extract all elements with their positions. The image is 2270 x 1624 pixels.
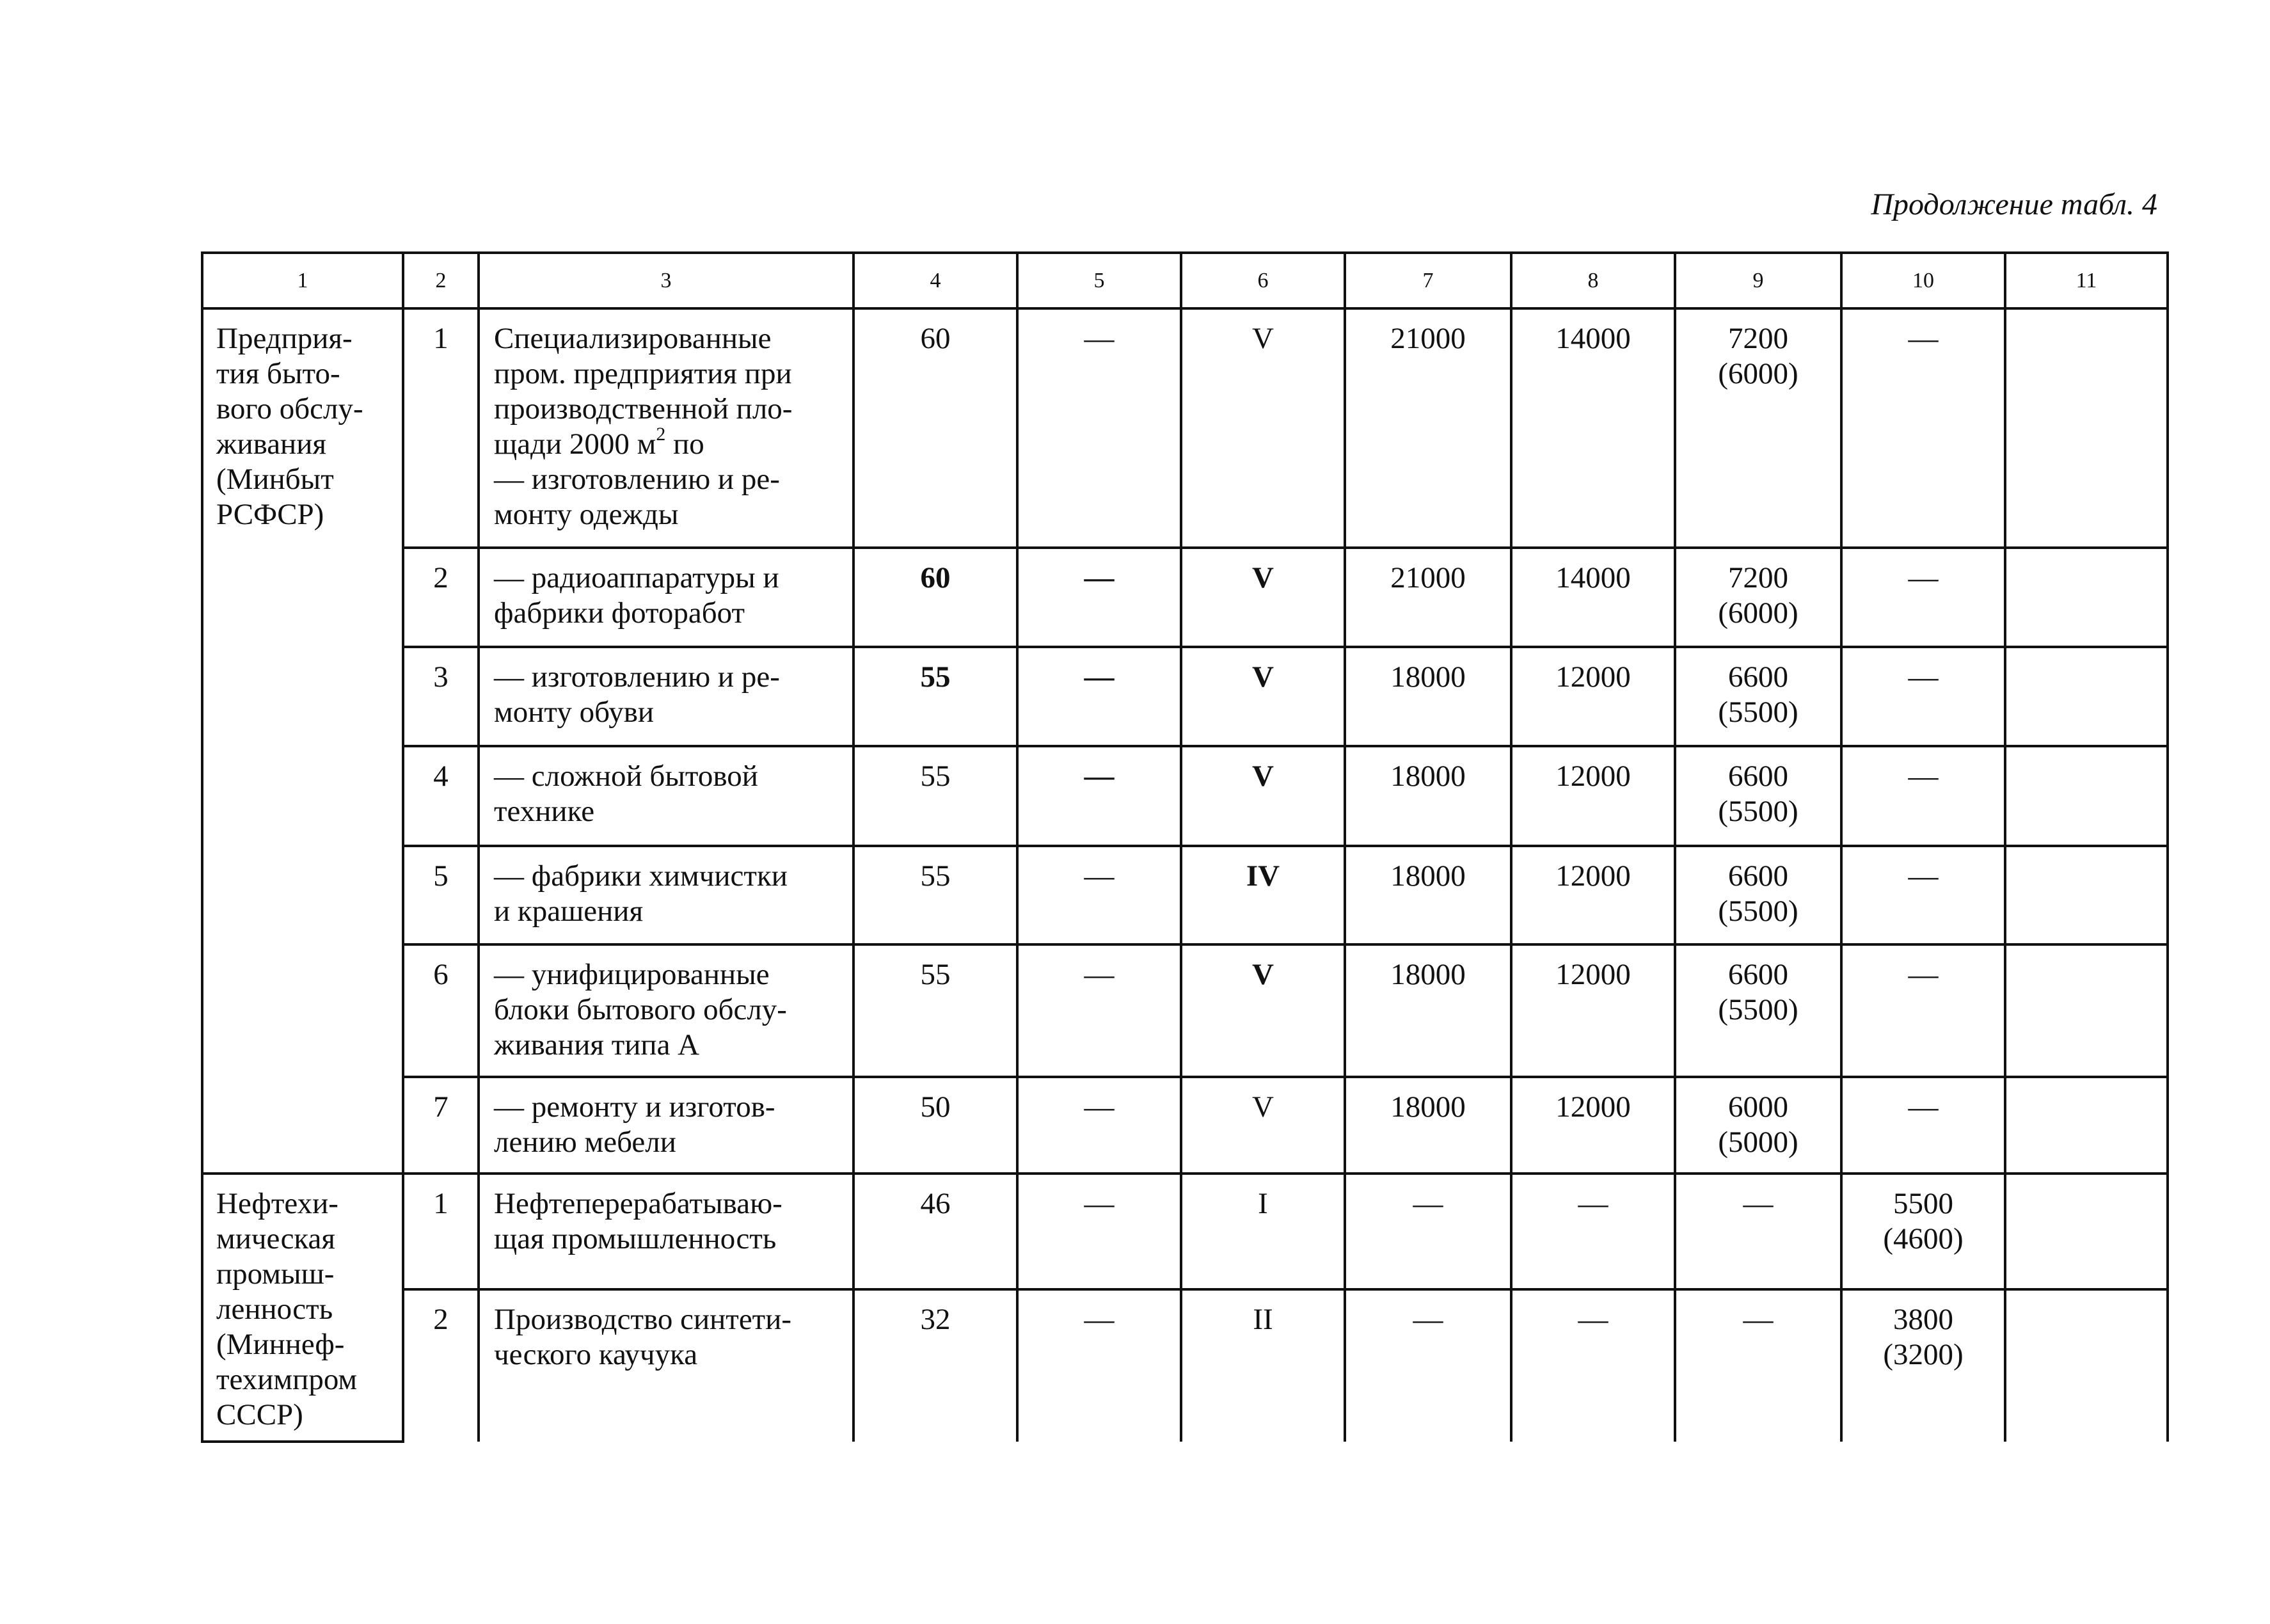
value-cell: —: [1841, 1077, 2005, 1174]
desc-line: Производство синтети-: [494, 1302, 792, 1336]
value-cell: 12000: [1511, 1077, 1675, 1174]
value-cell: 60: [853, 548, 1017, 647]
value-cell: V: [1181, 647, 1345, 746]
value-cell: [2005, 1174, 2168, 1289]
value-cell: [2005, 548, 2168, 647]
value-cell: 18000: [1345, 944, 1511, 1077]
value-cell: 12000: [1511, 944, 1675, 1077]
value-cell: —: [1017, 846, 1181, 944]
value-cell: 12000: [1511, 647, 1675, 746]
column-header: 6: [1181, 253, 1345, 308]
value-cell: —: [1345, 1289, 1511, 1442]
value-cell: [2005, 308, 2168, 548]
column-header: 2: [403, 253, 479, 308]
desc-line: и крашения: [494, 895, 644, 928]
value-cell: 12000: [1511, 846, 1675, 944]
org-line: РСФСР): [216, 498, 324, 531]
desc-line: — радиоаппаратуры и: [494, 561, 779, 594]
value-cell: [2005, 746, 2168, 846]
table-row: [202, 548, 2168, 647]
value-cell: —: [1017, 647, 1181, 746]
table-row: [202, 846, 2168, 944]
value-cell: —: [1841, 647, 2005, 746]
row-number: 2: [403, 1289, 479, 1442]
org-line: Предприя-: [216, 322, 353, 355]
column-header: 11: [2005, 253, 2168, 308]
desc-line: — сложной бытовой: [494, 760, 758, 793]
value-cell: V: [1181, 548, 1345, 647]
value-cell: 5500 (4600): [1841, 1174, 2005, 1289]
value-cell: 18000: [1345, 746, 1511, 846]
value-cell: 18000: [1345, 1077, 1511, 1174]
value-cell: 7200 (6000): [1675, 308, 1841, 548]
desc-line: монту одежды: [494, 498, 679, 531]
header-row: [202, 253, 2168, 308]
table-row: [202, 308, 2168, 548]
value-cell: —: [1841, 746, 2005, 846]
value-cell: —: [1511, 1174, 1675, 1289]
value-cell: 6600 (5500): [1675, 647, 1841, 746]
column-header: 7: [1345, 253, 1511, 308]
org-line: ленность: [216, 1293, 333, 1326]
org-line: тия быто-: [216, 357, 340, 390]
description-cell: [479, 846, 853, 944]
table-row: [202, 1289, 2168, 1442]
value-cell: V: [1181, 944, 1345, 1077]
value-cell: 46: [853, 1174, 1017, 1289]
description-cell: [479, 308, 853, 548]
value-cell: 6000 (5000): [1675, 1077, 1841, 1174]
desc-line: — изготовлению и ре-: [494, 660, 780, 694]
value-cell: [2005, 1077, 2168, 1174]
desc-line: монту обуви: [494, 696, 655, 729]
column-header: 10: [1841, 253, 2005, 308]
table-row: [202, 944, 2168, 1077]
column-header: 1: [202, 253, 403, 308]
value-cell: —: [1841, 944, 2005, 1077]
value-cell: 18000: [1345, 647, 1511, 746]
desc-line: щая промышленность: [494, 1222, 777, 1255]
value-cell: II: [1181, 1289, 1345, 1442]
desc-line: — ремонту и изготов-: [494, 1090, 775, 1124]
value-cell: —: [1017, 548, 1181, 647]
column-header: 5: [1017, 253, 1181, 308]
desc-line: живания типа А: [494, 1028, 700, 1062]
row-number: 1: [403, 1174, 479, 1289]
desc-line: — изготовлению и ре-: [494, 463, 780, 496]
table-row: [202, 1077, 2168, 1174]
org-line: Нефтехи-: [216, 1187, 338, 1220]
desc-line: щади 2000 $м^2$ по: [494, 424, 704, 461]
value-cell: —: [1017, 308, 1181, 548]
value-cell: 6600 (5500): [1675, 944, 1841, 1077]
org-line: промыш-: [216, 1257, 335, 1291]
value-cell: —: [1017, 944, 1181, 1077]
data-table: [201, 251, 2169, 1443]
desc-line: ческого каучука: [494, 1337, 698, 1371]
value-cell: 18000: [1345, 846, 1511, 944]
org-line: вого обслу-: [216, 392, 363, 426]
value-cell: 55: [853, 746, 1017, 846]
value-cell: 12000: [1511, 746, 1675, 846]
description-cell: [479, 746, 853, 846]
org-line: (Миннеф-: [216, 1328, 345, 1361]
desc-line: — фабрики химчистки: [494, 859, 788, 893]
value-cell: V: [1181, 746, 1345, 846]
value-cell: [2005, 846, 2168, 944]
value-cell: —: [1017, 1174, 1181, 1289]
value-cell: —: [1675, 1174, 1841, 1289]
value-cell: 3800 (3200): [1841, 1289, 2005, 1442]
table-row: [202, 1174, 2168, 1289]
value-cell: 55: [853, 647, 1017, 746]
value-cell: —: [1841, 308, 2005, 548]
value-cell: —: [1017, 746, 1181, 846]
org-line: техимпром: [216, 1363, 358, 1396]
desc-line: Специализированные: [494, 322, 772, 355]
value-cell: IV: [1181, 846, 1345, 944]
value-cell: V: [1181, 1077, 1345, 1174]
superscript: 2: [656, 424, 666, 445]
org-line: мическая: [216, 1222, 336, 1255]
organization-cell: [202, 1174, 403, 1442]
value-cell: —: [1675, 1289, 1841, 1442]
org-line: (Минбыт: [216, 463, 334, 496]
description-cell: [479, 944, 853, 1077]
value-cell: —: [1017, 1289, 1181, 1442]
row-number: 1: [403, 308, 479, 548]
value-cell: —: [1017, 1077, 1181, 1174]
description-cell: [479, 1174, 853, 1289]
desc-line: производственной пло-: [494, 392, 793, 426]
desc-line: технике: [494, 795, 595, 828]
value-cell: 7200 (6000): [1675, 548, 1841, 647]
value-cell: 21000: [1345, 308, 1511, 548]
table-continuation-caption: Продолжение табл. 4: [1871, 187, 2157, 221]
description-cell: [479, 548, 853, 647]
organization-cell: [202, 308, 403, 1174]
desc-line: фабрики фоторабот: [494, 596, 745, 630]
row-number: 6: [403, 944, 479, 1077]
description-cell: [479, 1077, 853, 1174]
column-header: 8: [1511, 253, 1675, 308]
column-header: 9: [1675, 253, 1841, 308]
value-cell: 50: [853, 1077, 1017, 1174]
column-header: 4: [853, 253, 1017, 308]
desc-line: — унифицированные: [494, 958, 770, 991]
desc-line: Нефтеперерабатываю-: [494, 1187, 782, 1220]
value-cell: —: [1841, 846, 2005, 944]
value-cell: 6600 (5500): [1675, 746, 1841, 846]
org-line: живания: [216, 427, 326, 461]
table-row: [202, 647, 2168, 746]
value-cell: —: [1841, 548, 2005, 647]
row-number: 4: [403, 746, 479, 846]
value-cell: 14000: [1511, 308, 1675, 548]
value-cell: [2005, 647, 2168, 746]
table-row: [202, 746, 2168, 846]
desc-line: блоки бытового обслу-: [494, 993, 787, 1026]
value-cell: —: [1345, 1174, 1511, 1289]
value-cell: I: [1181, 1174, 1345, 1289]
desc-line: лению мебели: [494, 1126, 676, 1159]
desc-line: пром. предприятия при: [494, 357, 792, 390]
value-cell: 55: [853, 846, 1017, 944]
row-number: 7: [403, 1077, 479, 1174]
value-cell: 60: [853, 308, 1017, 548]
value-cell: —: [1511, 1289, 1675, 1442]
description-cell: [479, 647, 853, 746]
value-cell: 55: [853, 944, 1017, 1077]
row-number: 3: [403, 647, 479, 746]
column-header: 3: [479, 253, 853, 308]
row-number: 5: [403, 846, 479, 944]
description-cell: [479, 1289, 853, 1442]
value-cell: 21000: [1345, 548, 1511, 647]
org-line: СССР): [216, 1398, 303, 1431]
value-cell: 14000: [1511, 548, 1675, 647]
row-number: 2: [403, 548, 479, 647]
value-cell: [2005, 1289, 2168, 1442]
value-cell: [2005, 944, 2168, 1077]
value-cell: V: [1181, 308, 1345, 548]
value-cell: 6600 (5500): [1675, 846, 1841, 944]
value-cell: 32: [853, 1289, 1017, 1442]
